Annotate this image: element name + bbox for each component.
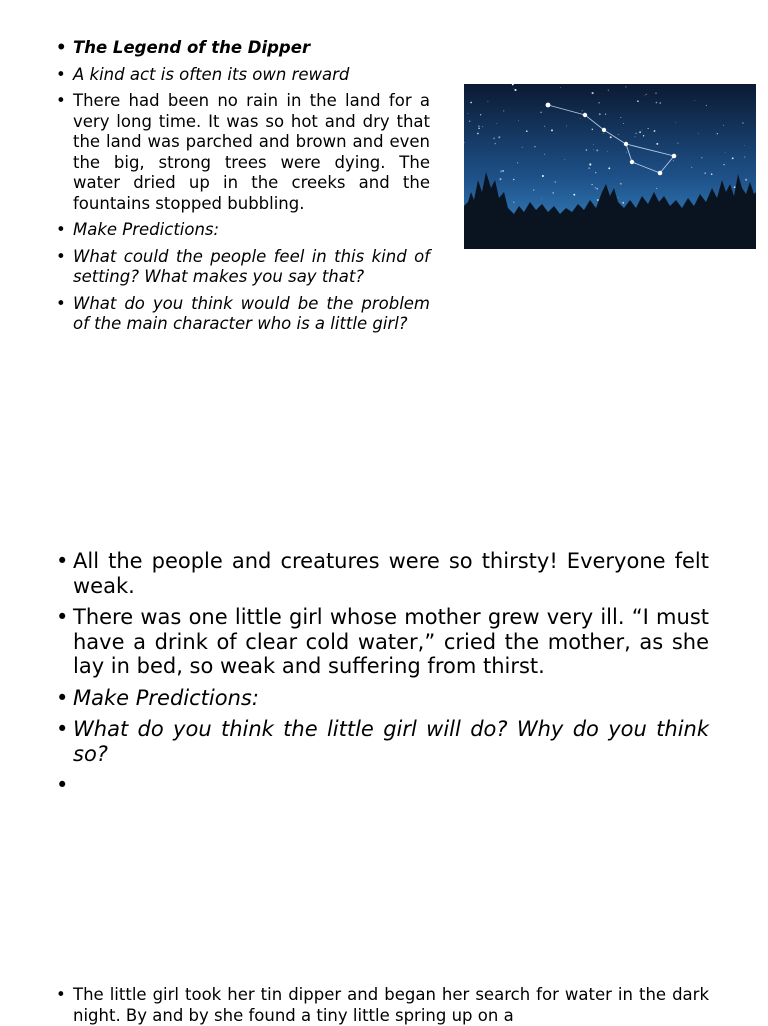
prediction-question: • What do you think the little girl will do? Why do you think so? — [56, 717, 709, 766]
background-star — [724, 164, 725, 165]
background-star — [592, 129, 593, 130]
background-star — [597, 199, 599, 201]
background-star — [596, 188, 598, 190]
empty-bullet — [56, 773, 709, 797]
background-star — [482, 126, 483, 127]
background-star — [503, 110, 504, 111]
background-star — [566, 126, 567, 127]
background-star — [643, 135, 644, 136]
background-star — [742, 122, 743, 123]
background-star — [518, 120, 519, 121]
story-paragraph-1: • All the people and creatures were so thirsty! Everyone felt weak. — [56, 549, 709, 598]
story-title: • The Legend of the Dipper — [56, 38, 430, 59]
background-star — [635, 137, 636, 138]
background-star — [605, 113, 606, 114]
background-star — [500, 170, 502, 172]
background-star — [502, 170, 504, 172]
background-star — [526, 130, 528, 132]
background-star — [498, 136, 500, 138]
background-star — [478, 128, 479, 129]
background-star — [744, 157, 745, 158]
background-star — [595, 172, 596, 173]
background-star — [586, 149, 588, 151]
background-star — [468, 113, 469, 114]
background-star — [711, 173, 713, 175]
background-star — [610, 136, 612, 138]
background-star — [582, 110, 583, 111]
background-star — [551, 129, 553, 131]
background-star — [593, 144, 594, 145]
background-star — [673, 160, 674, 161]
story-paragraph: • There had been no rain in the land for a very long time. It was so hot and dry that the land was parched and brown and even the big, strong trees were dying. The water dried up in the creeks and the fountains stopped bubbling. — [56, 91, 430, 214]
background-star — [659, 102, 661, 104]
background-star — [625, 86, 626, 87]
background-star — [626, 152, 627, 153]
background-star — [656, 102, 658, 104]
background-star — [691, 167, 692, 168]
background-star — [564, 159, 565, 160]
background-star — [478, 126, 479, 127]
background-star — [592, 92, 594, 94]
background-star — [513, 88, 514, 89]
big-dipper-image — [464, 84, 756, 249]
background-star — [598, 102, 599, 103]
background-star — [540, 112, 542, 114]
background-star — [588, 167, 590, 169]
background-star — [477, 133, 479, 135]
background-star — [656, 188, 657, 189]
background-star — [607, 151, 608, 152]
background-star — [698, 133, 699, 134]
background-star — [645, 96, 646, 97]
background-star — [596, 149, 598, 151]
background-star — [542, 175, 544, 177]
background-star — [480, 114, 481, 115]
background-star — [656, 143, 658, 145]
background-star — [497, 123, 498, 124]
background-star — [701, 157, 702, 158]
background-star — [636, 133, 637, 134]
background-star — [534, 146, 536, 148]
background-star — [675, 122, 676, 123]
background-star — [744, 145, 745, 146]
background-star — [608, 90, 609, 91]
background-star — [603, 133, 604, 134]
background-star — [608, 167, 610, 169]
make-predictions-label: • Make Predictions: — [56, 686, 709, 711]
background-star — [642, 130, 643, 131]
background-star — [734, 186, 736, 188]
background-star — [573, 194, 575, 196]
background-star — [560, 87, 561, 88]
background-star — [725, 152, 726, 153]
background-star — [591, 184, 592, 185]
background-star — [618, 197, 619, 198]
background-star — [599, 113, 601, 115]
story-subtitle: • A kind act is often its own reward — [56, 65, 430, 86]
background-star — [654, 130, 656, 132]
background-star — [469, 120, 471, 122]
background-star — [620, 117, 621, 118]
background-star — [513, 202, 514, 203]
background-star — [637, 100, 639, 102]
prediction-question-2: • What do you think would be the problem of the main character who is a little girl? — [56, 294, 430, 335]
background-star — [655, 93, 656, 94]
background-star — [499, 178, 501, 180]
background-star — [723, 125, 724, 126]
background-star — [677, 143, 678, 144]
background-star — [517, 162, 518, 163]
slide-1-bullets — [56, 38, 430, 341]
background-star — [639, 131, 641, 133]
slide-2-bullets — [56, 549, 709, 804]
background-star — [595, 187, 596, 188]
background-star — [542, 198, 543, 199]
background-star — [745, 179, 747, 181]
story-paragraph-2: • There was one little girl whose mother grew very ill. “I must have a drink of clear cold water,” cried the mother, as she lay in bed, so weak and suffering from thirst. — [56, 605, 709, 679]
background-star — [533, 189, 534, 190]
background-star — [717, 133, 718, 134]
background-star — [580, 118, 581, 119]
slide-3-bullets — [56, 985, 709, 1026]
background-star — [618, 134, 619, 135]
background-star — [487, 101, 488, 102]
prediction-question-1: • What could the people feel in this kind of setting? What makes you say that? — [56, 247, 430, 288]
make-predictions-label: • Make Predictions: — [56, 220, 430, 241]
background-star — [544, 126, 545, 127]
background-star — [593, 150, 594, 151]
background-star — [646, 94, 647, 95]
background-star — [514, 89, 516, 91]
background-star — [470, 102, 472, 104]
background-star — [704, 172, 705, 173]
story-paragraph: • The little girl took her tin dipper and began her search for water in the dark night. By and by she found a tiny little spring up on a — [56, 985, 709, 1026]
background-star — [732, 157, 734, 159]
background-star — [706, 105, 707, 106]
background-star — [513, 179, 515, 181]
background-star — [544, 154, 545, 155]
background-star — [495, 143, 496, 144]
background-star — [620, 183, 622, 185]
background-star — [493, 137, 495, 139]
background-star — [555, 181, 556, 182]
background-star — [623, 123, 624, 124]
background-star — [622, 202, 624, 204]
background-star — [589, 163, 591, 165]
background-star — [552, 192, 554, 194]
background-star — [694, 100, 695, 101]
background-star — [522, 147, 523, 148]
background-star — [648, 128, 649, 129]
